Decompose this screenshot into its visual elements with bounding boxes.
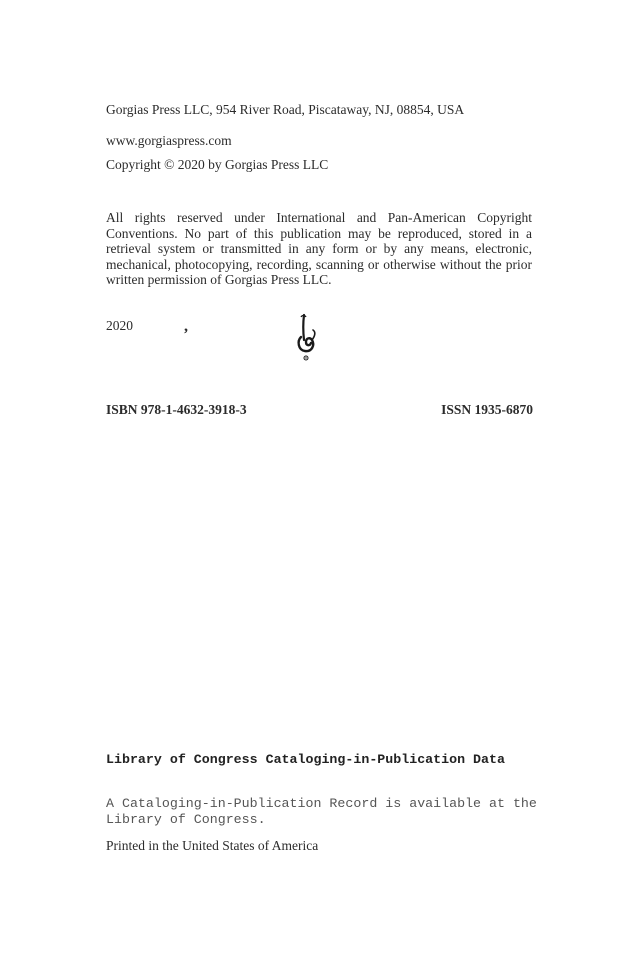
- gorgias-press-logo-icon: [292, 313, 322, 365]
- publication-year: 2020: [106, 318, 133, 333]
- cip-heading: Library of Congress Cataloging-in-Publication Data: [106, 752, 505, 767]
- isbn-number: ISBN 978-1-4632-3918-3: [106, 402, 247, 417]
- year-mark: ,: [184, 318, 188, 335]
- publisher-address: Gorgias Press LLC, 954 River Road, Piscataway, NJ, 08854, USA: [106, 102, 465, 117]
- copyright-notice: Copyright © 2020 by Gorgias Press LLC: [106, 157, 329, 172]
- printed-in: Printed in the United States of America: [106, 838, 319, 853]
- publisher-website: www.gorgiaspress.com: [106, 133, 232, 148]
- rights-statement: All rights reserved under International and Pan-American Copyright Conventions. No part of this publication may be reproduced, stored in a retrieval system or transmitted in any form or by any means, electronic, mechanical, photocopying, recording, scanning or otherwise without the prior written permission of Gorgias Press LLC.: [106, 210, 532, 288]
- issn-number: ISSN 1935-6870: [441, 402, 533, 417]
- cip-record-text: A Cataloging-in-Publication Record is available at the Library of Congress.: [106, 796, 537, 827]
